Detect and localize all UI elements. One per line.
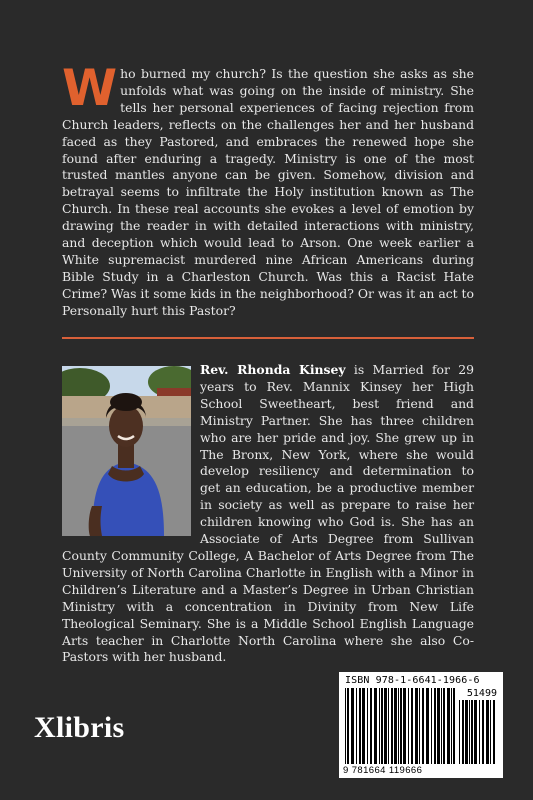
barcode-bar [422, 688, 424, 764]
price-code: 51499 [466, 688, 497, 699]
barcode-bar [434, 688, 436, 764]
barcode-bars [345, 688, 455, 766]
bio-text: is Married for 29 years to Rev. Mannix Kinsey her High School Sweetheart, best friend and Ministry Partner. She has three children who are her pride and joy. She grew up in The Bronx, New York, where she would develop resiliency and determination to get an education, be a productive member in society as well as prepare to raise her children knowing who God is. She has an Associate of Arts Degree from Sullivan County Community College, A Bachelor of Arts Degree from The University of North Carolina Charlotte in English with a Minor in Children’s Literature and a Master’s Degree in Urban Christian Ministry with a concentration in Divinity from New Life Theological Seminary. She is a Middle School English Language Arts teacher in Charlotte North Carolina where she also Co-Pastors with her husband. [62, 362, 474, 665]
barcode-bar [347, 688, 349, 764]
barcode-bar [437, 688, 440, 764]
barcode-bar [398, 688, 399, 764]
barcode-bar [453, 688, 455, 764]
barcode-bar [381, 688, 383, 764]
barcode-bar [474, 700, 477, 764]
barcode-bar [471, 700, 473, 764]
drop-cap: W [62, 59, 118, 117]
barcode-bar [431, 688, 432, 764]
barcode-bar [391, 688, 393, 764]
barcode-bar [379, 688, 380, 764]
barcode-bar [362, 688, 365, 764]
barcode-bar [384, 688, 387, 764]
section-divider [62, 337, 474, 339]
barcode-bar [465, 700, 468, 764]
barcode-bar [394, 688, 397, 764]
blurb-paragraph [62, 59, 474, 320]
barcode-bar [490, 700, 491, 764]
barcode-bar [359, 688, 361, 764]
barcode-bar [447, 688, 450, 764]
barcode-bar [462, 700, 464, 764]
barcode-bar [367, 688, 368, 764]
barcode-bar [426, 688, 429, 764]
photo-spacer [62, 362, 200, 546]
barcode-bar [388, 688, 389, 764]
barcode-bar [443, 688, 445, 764]
barcode-addon-bars [459, 700, 497, 766]
barcode-bar [419, 688, 420, 764]
barcode-bar [408, 688, 409, 764]
barcode-bar [469, 700, 470, 764]
blurb-text: ho burned my church? Is the question she asks as she unfolds what was going on the inside of ministry. She tells her personal experiences of facing rejection from Church leaders, reflects on the challenges her and her husband faced as they Pastored, and embraces the renewed hope she found after enduring a tragedy. Ministry is one of the most trusted mantles anyone can be given. Somehow, division and betrayal seems to infiltrate the Holy institution known as The Church. In these real accounts she evokes a level of emotion by drawing the reader in with detailed interactions with ministry, and deception which would lead to Arson. One week earlier a White supremacist murdered nine African Americans during Bible Study in a Charleston Church. Was this a Racist Hate Crime? Was it some kids in the neighborhood? Or was it an act to Personally hurt this Pastor? [62, 66, 474, 318]
barcode-bar [451, 688, 452, 764]
barcode-bar [400, 688, 402, 764]
barcode-bar [351, 688, 354, 764]
barcode-bar [441, 688, 442, 764]
barcode-bar [374, 688, 377, 764]
author-name: Rev. Rhonda Kinsey [200, 362, 346, 377]
barcode-bar [411, 688, 413, 764]
isbn-barcode [339, 672, 503, 778]
barcode-bar [482, 700, 484, 764]
barcode-bar [345, 688, 346, 764]
barcode-bar [370, 688, 372, 764]
author-bio [62, 362, 474, 666]
barcode-bar [486, 700, 489, 764]
barcode-bar [493, 700, 495, 764]
barcode-digits: 9 781664 119666 [343, 765, 423, 776]
barcode-bar [415, 688, 418, 764]
barcode-bar [459, 700, 460, 764]
barcode-bar [403, 688, 406, 764]
isbn-label: ISBN 978-1-6641-1966-6 [345, 675, 480, 686]
publisher-logo: Xlibris [34, 711, 125, 744]
barcode-bar [356, 688, 357, 764]
barcode-bar [479, 700, 480, 764]
